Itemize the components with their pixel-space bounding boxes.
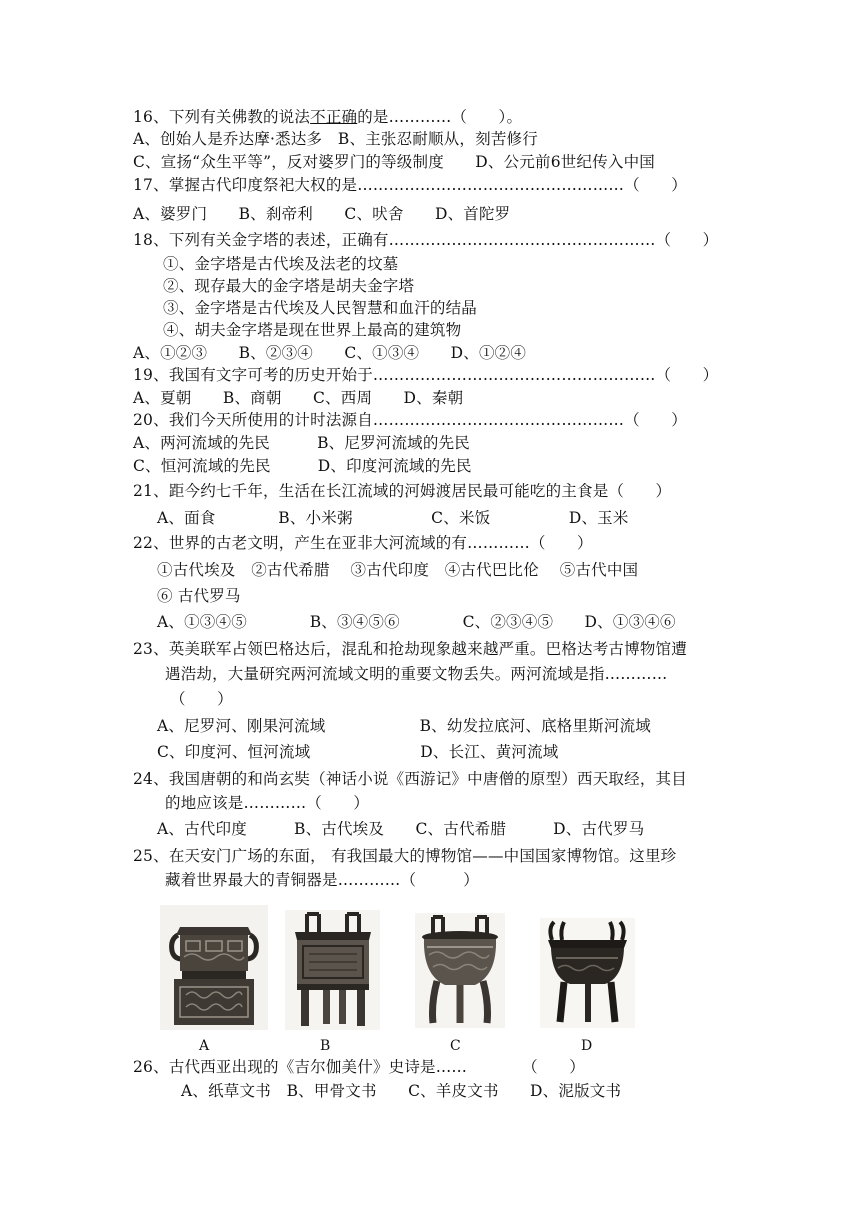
bronze-vessel-b-image	[285, 910, 380, 1030]
q18-options: A、①②③ B、②③④ C、①③④ D、①②④	[133, 344, 527, 362]
caption-c: C	[450, 1038, 461, 1054]
q24-stem-line-1: 24、我国唐朝的和尚玄奘（神话小说《西游记》中唐僧的原型）西天取经，其目	[133, 770, 687, 788]
q18-statement-3: ③、金字塔是古代埃及人民智慧和血汗的结晶	[163, 299, 478, 317]
q20-stem: 20、我们今天所使用的计时法源自…………………………………………（ ）	[133, 411, 687, 429]
q20-options-line-1: A、两河流域的先民 B、尼罗河流域的先民	[133, 434, 470, 452]
caption-a: A	[199, 1038, 210, 1054]
q24-stem-line-2: 的地应该是…………（ ）	[165, 794, 370, 812]
q25-stem-line-1: 25、在天安门广场的东面， 有我国最大的博物馆——中国国家博物馆。这里珍	[133, 847, 677, 865]
q20-options-line-2: C、恒河流域的先民 D、印度河流域的先民	[133, 457, 472, 475]
q25-stem-line-2: 藏着世界最大的青铜器是…………（ ）	[165, 871, 480, 889]
q22-items-line-2: ⑥ 古代罗马	[157, 587, 241, 605]
q16-underlined-text: 不正确	[310, 108, 358, 126]
q22-stem: 22、世界的古老文明，产生在亚非大河流域的有…………（ ）	[133, 534, 593, 552]
q21-options: A、面食 B、小米粥 C、米饭 D、玉米	[157, 509, 629, 527]
q18-statement-2: ②、现存最大的金字塔是胡夫金字塔	[163, 277, 415, 295]
q21-stem: 21、距今约七千年，生活在长江流域的河姆渡居民最可能吃的主食是（ ）	[133, 482, 672, 500]
q17-stem: 17、掌握古代印度祭祀大权的是……………………………………………（ ）	[133, 176, 687, 194]
q16-options-line-1: A、创始人是乔达摩·悉达多 B、主张忍耐顺从，刻苦修行	[133, 130, 538, 148]
q22-options: A、①③④⑤ B、③④⑤⑥ C、②③④⑤ D、①③④⑥	[157, 613, 676, 631]
q23-options-line-2: C、印度河、恒河流域 D、长江、黄河流域	[157, 743, 559, 761]
bronze-vessel-a-image	[160, 905, 268, 1030]
q26-options: A、纸草文书 B、甲骨文书 C、羊皮文书 D、泥版文书	[181, 1082, 622, 1100]
q22-items-line-1: ①古代埃及 ②古代希腊 ③古代印度 ④古代巴比伦 ⑤古代中国	[157, 561, 639, 579]
q24-options: A、古代印度 B、古代埃及 C、古代希腊 D、古代罗马	[157, 820, 645, 838]
q16-options-line-2: C、宣扬“众生平等”，反对婆罗门的等级制度 D、公元前6世纪传入中国	[133, 153, 655, 171]
q23-stem-line-3: （ ）	[170, 690, 233, 708]
bronze-vessel-c-image	[415, 913, 505, 1028]
q16-stem: 16、下列有关佛教的说法不正确的是…………（ ）。	[133, 108, 523, 126]
q18-statement-1: ①、金字塔是古代埃及法老的坟墓	[163, 255, 399, 273]
q23-options-line-1: A、尼罗河、刚果河流域 B、幼发拉底河、底格里斯河流域	[157, 717, 651, 735]
q23-stem-line-2: 遇浩劫，大量研究两河流域文明的重要文物丢失。两河流域是指…………	[165, 665, 668, 683]
q18-stem: 18、下列有关金字塔的表述，正确有……………………………………………（ ）	[133, 231, 719, 249]
bronze-vessel-d-image	[540, 918, 635, 1028]
q23-stem-line-1: 23、英美联军占领巴格达后，混乱和抢劫现象越来越严重。巴格达考古博物馆遭	[133, 640, 687, 658]
q26-stem: 26、古代西亚出现的《吉尔伽美什》史诗是…… （ ）	[133, 1058, 585, 1076]
caption-d: D	[581, 1038, 593, 1054]
caption-b: B	[320, 1038, 331, 1054]
q17-options: A、婆罗门 B、刹帝利 C、吠舍 D、首陀罗	[133, 205, 511, 223]
q18-statement-4: ④、胡夫金字塔是现在世界上最高的建筑物	[163, 321, 462, 339]
q19-stem: 19、我国有文字可考的历史开始于………………………………………………（ ）	[133, 366, 719, 384]
q19-options: A、夏朝 B、商朝 C、西周 D、秦朝	[133, 389, 464, 407]
